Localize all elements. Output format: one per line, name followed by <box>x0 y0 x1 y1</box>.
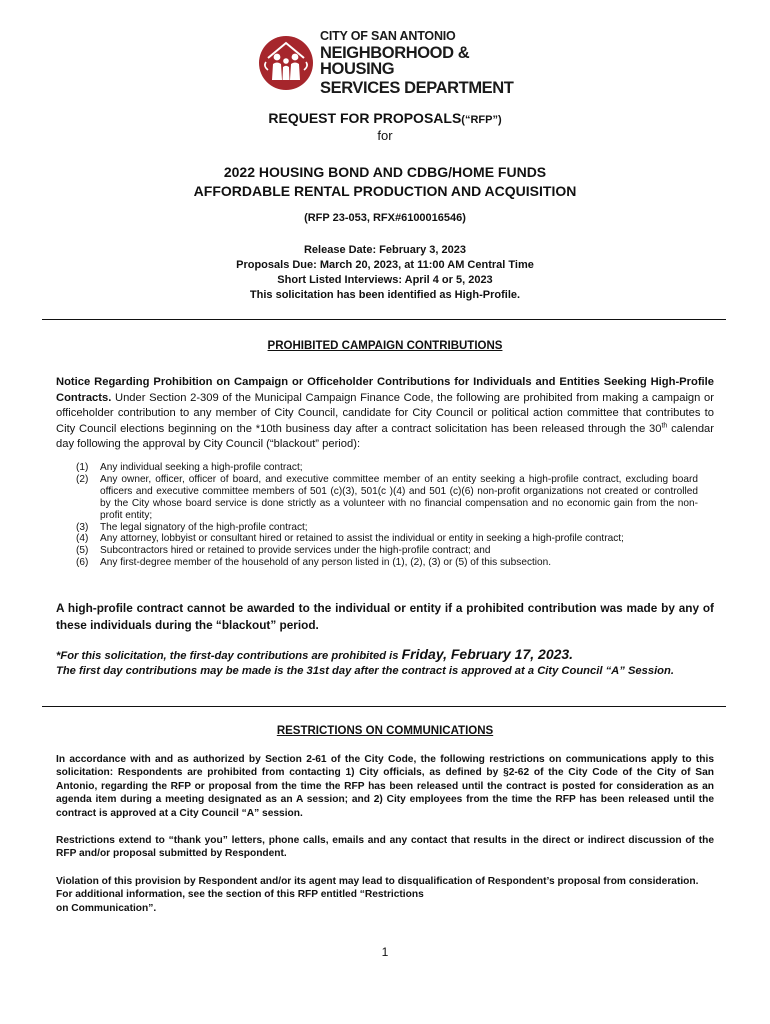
list-item-number: (6) <box>76 557 89 569</box>
list-item-text: Any owner, officer, officer of board, and executive committee member of an entity seeking a high-profile contract, excluding board officers and executive committee members of 501 (c)(3), 501(c )(4) and 501 (c)(6) non-profit organizations not created or controlled by the City whose board service is done strictly as a volunteer with no financial compensation and no economic gain from the non-profit entity; <box>100 473 698 521</box>
list-item-number: (2) <box>76 473 89 485</box>
list-item-text: Any attorney, lobbyist or consultant hired or retained to assist the individual or entity in seeking a high-profile contract; <box>100 533 624 545</box>
list-item-text: Subcontractors hired or retained to provide services under the high-profile contract; and <box>100 545 491 557</box>
department-logo <box>256 29 516 97</box>
list-item-number: (1) <box>76 462 89 473</box>
logo-line-1: CITY OF SAN ANTONIO <box>320 29 456 43</box>
list-item <box>76 533 698 545</box>
heading-line-2: AFFORDABLE RENTAL PRODUCTION AND ACQUISITION <box>193 183 577 199</box>
logo-line-2: NEIGHBORHOOD & HOUSING <box>320 43 470 78</box>
short-listed-interviews: Short Listed Interviews: April 4 or 5, 2023 <box>277 274 493 286</box>
list-item-number: (3) <box>76 521 89 533</box>
list-item <box>76 522 698 534</box>
communications-paragraph-3 <box>56 875 714 915</box>
logo-line-3: SERVICES DEPARTMENT <box>320 78 514 97</box>
rfp-number: (RFP 23-053, RFX#6100016546) <box>304 212 466 224</box>
list-item <box>76 545 698 557</box>
notice-superscript: th <box>661 421 668 429</box>
first-day-date: Friday, February 17, 2023. <box>401 646 574 662</box>
list-item <box>76 557 698 569</box>
section-divider <box>42 319 726 320</box>
award-restriction-note: A high-profile contract cannot be awarded to the individual or entity if a prohibited contribution was made by any of these individuals during the “blackout” period. <box>56 601 714 632</box>
page-number: 1 <box>381 945 389 959</box>
title-abbreviation: (“RFP”) <box>461 114 502 126</box>
communications-paragraph-1: In accordance with and as authorized by Section 2-61 of the City Code, the following restrictions on communications apply to this solicitation: Respondents are prohibited from contacting 1) City officials, as defined by §2-62 of the City Code of the City of San Antonio, regarding the RFP or proposal from the time the RFP has been released until the contract is posted for consideration as an agenda item during a meeting designated as an A session; and 2) City employees from the time the RFP has been released until the contract is approved at a City Council “A” session. <box>56 754 714 819</box>
title-for: for <box>377 128 393 143</box>
house-family-logo-icon <box>256 30 316 92</box>
list-item-text: Any individual seeking a high-profile contract; <box>100 462 303 473</box>
list-item-number: (5) <box>76 545 89 557</box>
campaign-notice-paragraph <box>56 375 714 453</box>
notice-body-2: calendar day following the approval by City Council (“blackout” period): <box>56 422 714 450</box>
title-main: REQUEST FOR PROPOSALS <box>268 110 462 126</box>
violation-text: Violation of this provision by Respondent and/or its agent may lead to disqualification of Respondent’s proposal from consideration. For additional information, see the section of this RFP entitled “Restrictions <box>56 876 699 901</box>
heading-line-1: 2022 HOUSING BOND AND CDBG/HOME FUNDS <box>223 164 547 180</box>
notice-lead: Notice Regarding Prohibition on Campaign or Officeholder Contributions for Individuals and Entities Seeking High-Profile Contracts. <box>56 376 714 404</box>
violation-text-end: on Communication”. <box>56 902 157 914</box>
first-day-contribution-note <box>56 647 714 679</box>
campaign-section-heading: PROHIBITED CAMPAIGN CONTRIBUTIONS <box>267 340 503 352</box>
list-item <box>76 474 698 522</box>
prohibited-contributors-list <box>76 462 698 569</box>
list-item <box>76 462 698 474</box>
list-item-text: The legal signatory of the high-profile contract; <box>100 521 308 533</box>
proposals-due: Proposals Due: March 20, 2023, at 11:00 AM Central Time <box>236 259 534 271</box>
communications-paragraph-2: Restrictions extend to “thank you” letters, phone calls, emails and any contact that results in the direct or indirect discussion of the RFP and/or proposal submitted by Respondent. <box>56 835 714 860</box>
communications-section-heading: RESTRICTIONS ON COMMUNICATIONS <box>276 725 494 737</box>
list-item-number: (4) <box>76 533 89 545</box>
section-divider <box>42 706 726 707</box>
high-profile-notice: This solicitation has been identified as High-Profile. <box>249 289 521 301</box>
release-date: Release Date: February 3, 2023 <box>303 244 467 256</box>
list-item-text: Any first-degree member of the household of any person listed in (1), (2), (3) or (5) of this subsection. <box>100 557 552 569</box>
first-day-suffix: The first day contributions may be made is the 31st day after the contract is approved at a City Council “A” Session. <box>56 665 674 677</box>
notice-body-1: Under Section 2-309 of the Municipal Campaign Finance Code, the following are prohibited from making a campaign or officeholder contribution to any member of City Council, candidate for City Council or political action committee that contributes to City Council elections beginning on the *10th business day after a contract solicitation has been released through the 30 <box>56 391 714 435</box>
document-title <box>0 110 770 126</box>
first-day-prefix: *For this solicitation, the first-day contributions are prohibited is <box>56 650 402 662</box>
